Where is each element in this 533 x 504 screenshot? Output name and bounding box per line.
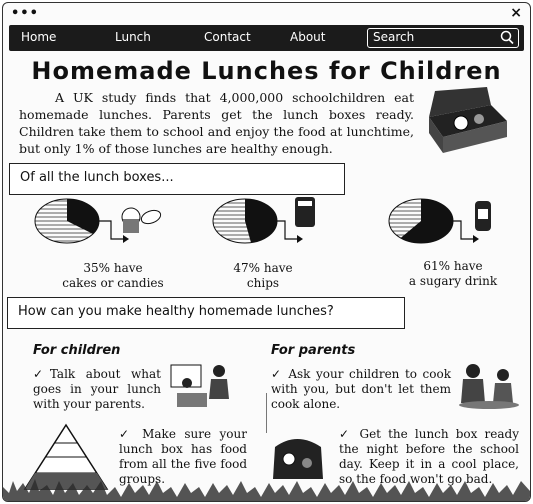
stat-candies-percent: 35% have xyxy=(83,261,143,275)
healthy-lunch-banner-text: How can you make healthy homemade lunches? xyxy=(18,304,334,319)
stat-sugary-drink-label: a sugary drink xyxy=(408,274,498,288)
pie-chart-sugary-drink xyxy=(387,193,507,253)
lunch-boxes-banner xyxy=(9,163,345,195)
child-with-parent-icon xyxy=(167,359,243,411)
title-bar xyxy=(3,3,530,25)
column-divider xyxy=(266,393,267,433)
nav-bar xyxy=(9,25,524,51)
tip-parents-cook: ✓ Ask your children to cook with you, but don't let them cook alone. xyxy=(271,367,451,411)
tip-children-talk: ✓Talk about what goes in your lunch with your parents. xyxy=(33,367,161,411)
stat-chips-percent: 47% have xyxy=(233,261,293,275)
pie-chart-chips xyxy=(211,193,331,253)
browser-window xyxy=(2,2,531,502)
stat-chips-label: chips xyxy=(246,276,280,290)
for-parents-heading: For parents xyxy=(271,343,356,358)
healthy-lunch-banner xyxy=(7,297,405,329)
pie-chart-candies xyxy=(33,195,163,253)
for-children-heading: For children xyxy=(33,343,121,358)
search-input[interactable] xyxy=(367,28,519,48)
nav-lunch[interactable]: Lunch xyxy=(115,30,151,44)
stat-candies-label: cakes or candies xyxy=(62,276,164,290)
pie-slice-chips xyxy=(245,199,277,243)
stat-sugary-drink xyxy=(393,259,513,289)
tip-parents-ready-night-before: ✓ Get the lunch box ready the night before the school day. Keep it in a cool place, so the food won't go bad. xyxy=(339,427,519,486)
window-controls-icon[interactable]: ••• xyxy=(11,6,39,21)
close-icon[interactable]: × xyxy=(510,5,522,21)
search-placeholder: Search xyxy=(373,30,415,44)
lunch-box-icon xyxy=(421,87,513,159)
nav-home[interactable]: Home xyxy=(21,30,57,44)
stat-candies xyxy=(33,261,193,291)
nav-contact[interactable]: Contact xyxy=(204,30,251,44)
intro-paragraph: A UK study finds that 4,000,000 schoolchildren eat homemade lunches. Parents get the lunch boxes ready. Children take them to school and enjoy the food at lunchtime, but only 1% of those lunches are healthy enough. xyxy=(19,90,414,156)
stat-chips xyxy=(213,261,313,291)
page-title: Homemade Lunches for Children xyxy=(31,57,502,85)
lunch-boxes-banner-text: Of all the lunch boxes... xyxy=(20,170,174,185)
search-icon[interactable] xyxy=(500,29,514,49)
cooking-together-icon xyxy=(455,359,525,411)
stat-sugary-drink-percent: 61% have xyxy=(423,259,483,273)
grass-border xyxy=(3,475,530,501)
nav-about[interactable]: About xyxy=(290,30,326,44)
tip-children-food-groups: ✓ Make sure your lunch box has food from all the five food groups. xyxy=(119,427,247,486)
